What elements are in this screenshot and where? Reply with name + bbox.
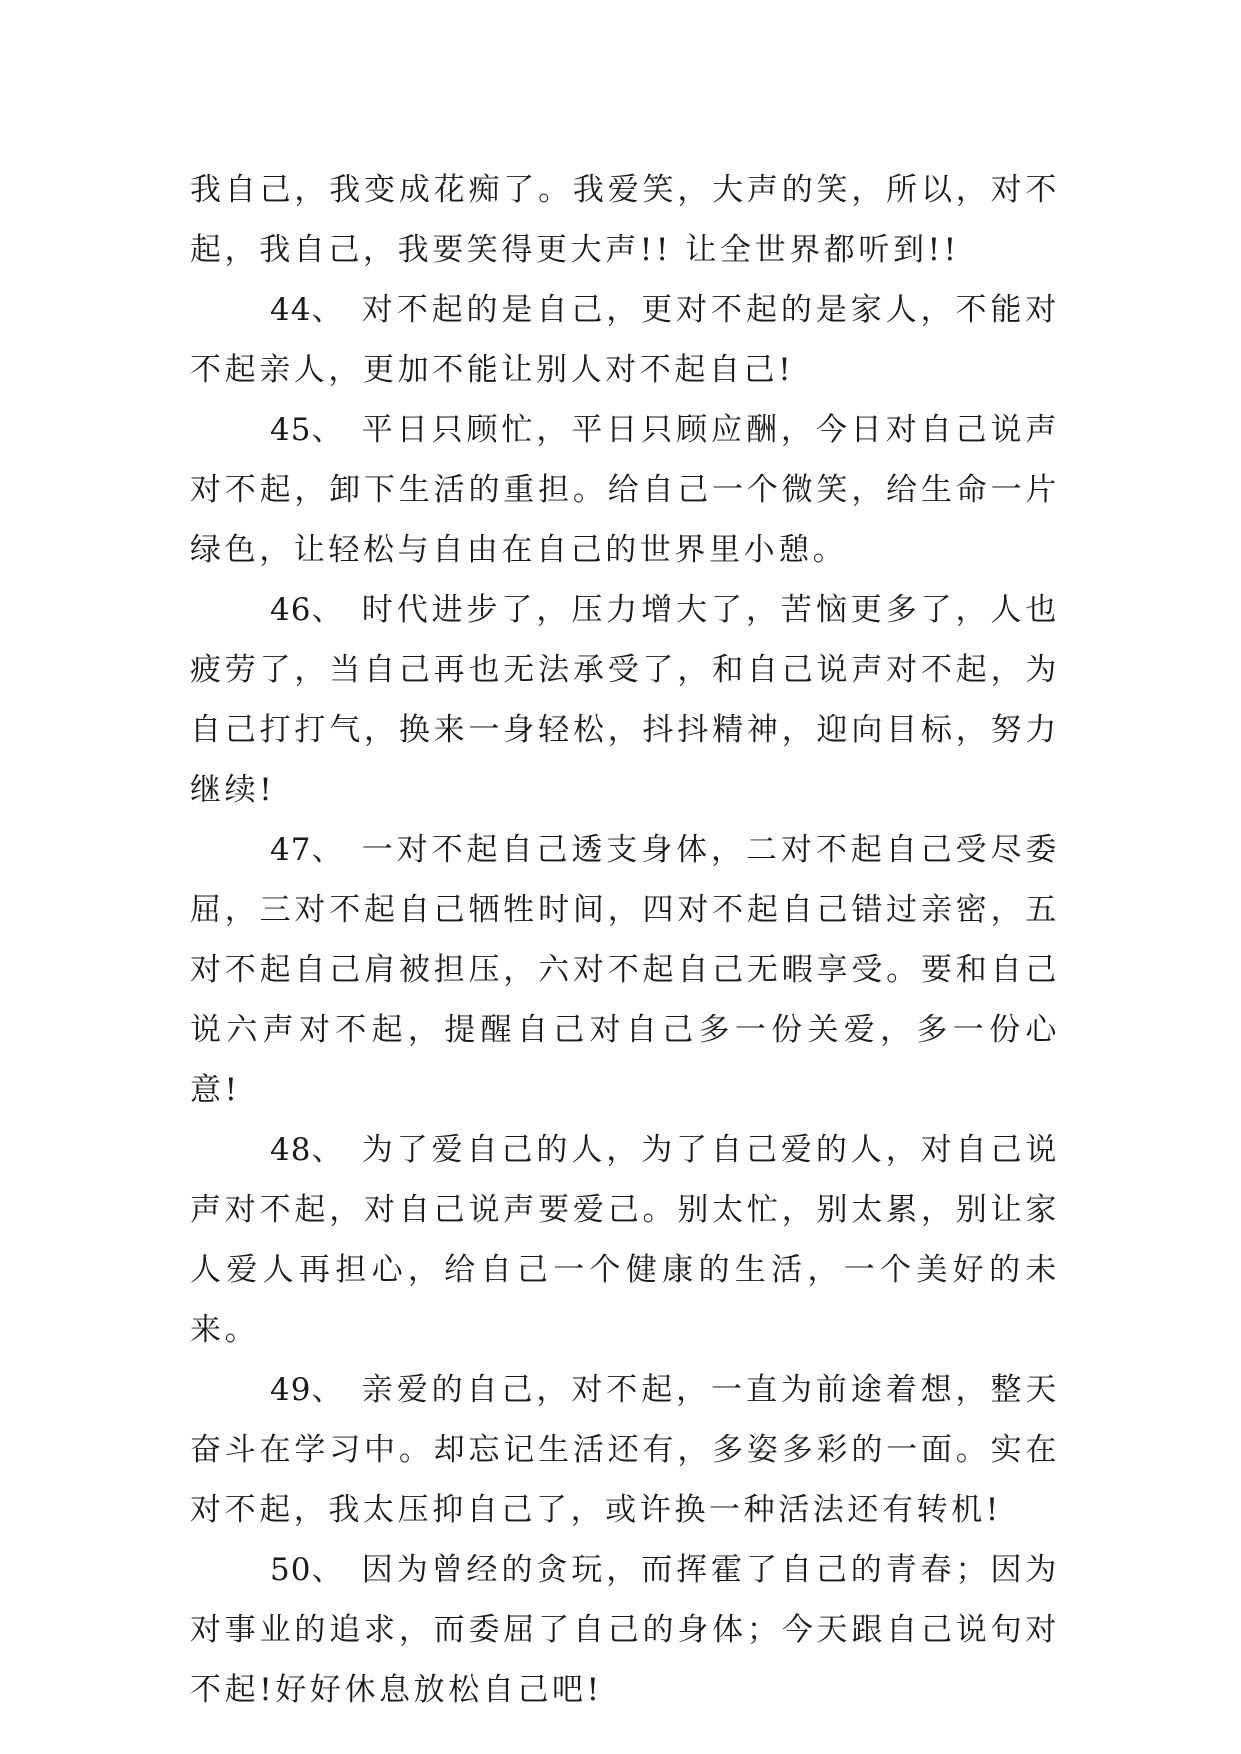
paragraph-continued	[190, 160, 1060, 280]
paragraph-48	[190, 1120, 1060, 1360]
paragraph-text: 时代进步了，压力增大了，苦恼更多了，人也疲劳了，当自己再也无法承受了，和自己说声对不起，为自己打打气，换来一身轻松，抖抖精神，迎向目标，努力继续!	[190, 592, 1060, 808]
document-body	[190, 160, 1060, 1720]
paragraph-number: 46、	[270, 592, 344, 628]
paragraph-text: 一对不起自己透支身体，二对不起自己受尽委屈，三对不起自己牺牲时间，四对不起自己错过亲密，五对不起自己肩被担压，六对不起自己无暇享受。要和自己说六声对不起，提醒自己对自己多一份关爱，多一份心意!	[190, 832, 1060, 1108]
paragraph-text: 对不起的是自己，更对不起的是家人，不能对不起亲人，更加不能让别人对不起自己!	[190, 292, 1060, 388]
paragraph-number: 49、	[270, 1372, 344, 1408]
paragraph-50	[190, 1540, 1060, 1720]
paragraph-text: 平日只顾忙，平日只顾应酬，今日对自己说声对不起，卸下生活的重担。给自己一个微笑，给生命一片绿色，让轻松与自由在自己的世界里小憩。	[190, 412, 1060, 568]
paragraph-number: 47、	[270, 832, 344, 868]
paragraph-47	[190, 820, 1060, 1120]
paragraph-text: 因为曾经的贪玩，而挥霍了自己的青春；因为对事业的追求，而委屈了自己的身体；今天跟自己说句对不起!好好休息放松自己吧!	[190, 1552, 1060, 1708]
paragraph-number: 44、	[270, 292, 344, 328]
paragraph-number: 45、	[270, 412, 344, 448]
paragraph-number: 48、	[270, 1132, 344, 1168]
paragraph-46	[190, 580, 1060, 820]
paragraph-44	[190, 280, 1060, 400]
paragraph-45	[190, 400, 1060, 580]
paragraph-text: 为了爱自己的人，为了自己爱的人，对自己说声对不起，对自己说声要爱己。别太忙，别太累，别让家人爱人再担心，给自己一个健康的生活，一个美好的未来。	[190, 1132, 1060, 1348]
paragraph-text: 亲爱的自己，对不起，一直为前途着想，整天奋斗在学习中。却忘记生活还有，多姿多彩的一面。实在对不起，我太压抑自己了，或许换一种活法还有转机!	[190, 1372, 1060, 1528]
paragraph-49	[190, 1360, 1060, 1540]
paragraph-number: 50、	[270, 1552, 344, 1588]
paragraph-text: 我自己，我变成花痴了。我爱笑，大声的笑，所以，对不起，我自己，我要笑得更大声!! 让全世界都听到!!	[190, 172, 1060, 268]
